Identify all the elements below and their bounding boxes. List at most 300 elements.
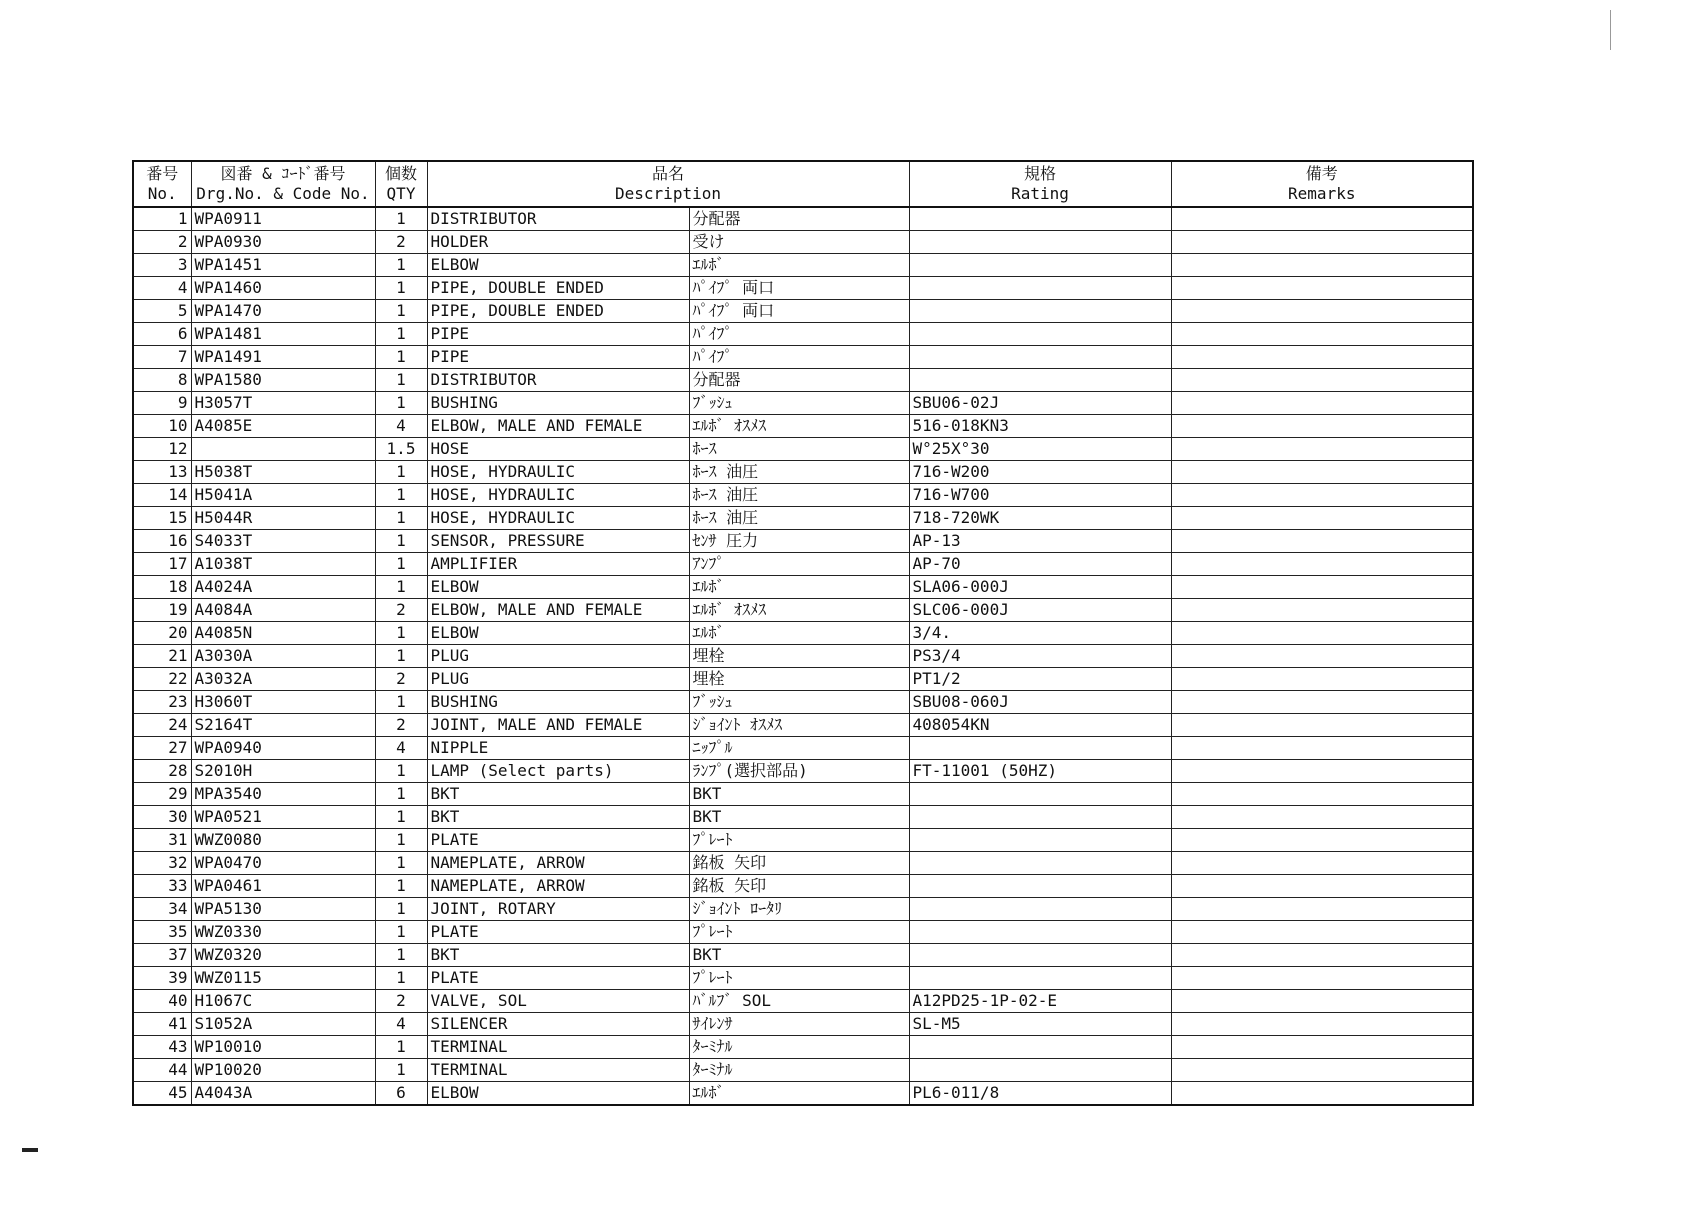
drawing-code-cell: H3057T bbox=[191, 392, 375, 415]
drawing-code-cell: A3032A bbox=[191, 668, 375, 691]
item-number-cell: 28 bbox=[133, 760, 191, 783]
item-number-cell: 20 bbox=[133, 622, 191, 645]
description-jp-cell: ﾌﾟﾚｰﾄ bbox=[689, 967, 909, 990]
quantity-cell: 2 bbox=[375, 599, 427, 622]
description-en-cell: PLATE bbox=[427, 829, 689, 852]
remarks-cell bbox=[1171, 277, 1473, 300]
item-number-cell: 45 bbox=[133, 1082, 191, 1106]
remarks-cell bbox=[1171, 438, 1473, 461]
rating-cell: SBU06-02J bbox=[909, 392, 1171, 415]
description-jp-cell: 埋栓 bbox=[689, 645, 909, 668]
drawing-code-cell: WP10010 bbox=[191, 1036, 375, 1059]
drawing-code-cell: H5038T bbox=[191, 461, 375, 484]
rating-cell: 516-018KN3 bbox=[909, 415, 1171, 438]
rating-cell: SL-M5 bbox=[909, 1013, 1171, 1036]
drawing-code-cell: WPA0521 bbox=[191, 806, 375, 829]
rating-cell: FT-11001 (50HZ) bbox=[909, 760, 1171, 783]
header-no: 番号 No. bbox=[133, 161, 191, 207]
drawing-code-cell: A3030A bbox=[191, 645, 375, 668]
quantity-cell: 6 bbox=[375, 1082, 427, 1106]
quantity-cell: 1 bbox=[375, 254, 427, 277]
rating-cell: SLC06-000J bbox=[909, 599, 1171, 622]
remarks-cell bbox=[1171, 852, 1473, 875]
item-number-cell: 12 bbox=[133, 438, 191, 461]
remarks-cell bbox=[1171, 484, 1473, 507]
rating-cell bbox=[909, 1036, 1171, 1059]
item-number-cell: 16 bbox=[133, 530, 191, 553]
quantity-cell: 4 bbox=[375, 1013, 427, 1036]
quantity-cell: 2 bbox=[375, 668, 427, 691]
description-en-cell: NAMEPLATE, ARROW bbox=[427, 875, 689, 898]
description-en-cell: ELBOW bbox=[427, 622, 689, 645]
remarks-cell bbox=[1171, 714, 1473, 737]
rating-cell bbox=[909, 898, 1171, 921]
rating-cell: PS3/4 bbox=[909, 645, 1171, 668]
description-en-cell: PLUG bbox=[427, 645, 689, 668]
remarks-cell bbox=[1171, 829, 1473, 852]
item-number-cell: 40 bbox=[133, 990, 191, 1013]
item-number-cell: 10 bbox=[133, 415, 191, 438]
parts-list-table bbox=[132, 160, 1474, 1106]
description-en-cell: AMPLIFIER bbox=[427, 553, 689, 576]
description-jp-cell: ｴﾙﾎﾞ bbox=[689, 576, 909, 599]
remarks-cell bbox=[1171, 668, 1473, 691]
description-jp-cell: ｴﾙﾎﾞ ｵｽﾒｽ bbox=[689, 599, 909, 622]
item-number-cell: 34 bbox=[133, 898, 191, 921]
item-number-cell: 2 bbox=[133, 231, 191, 254]
item-number-cell: 9 bbox=[133, 392, 191, 415]
remarks-cell bbox=[1171, 1036, 1473, 1059]
description-jp-cell: ﾊﾟｲﾌﾟ 両口 bbox=[689, 300, 909, 323]
table-row bbox=[133, 207, 1473, 231]
remarks-cell bbox=[1171, 507, 1473, 530]
description-jp-cell: ｴﾙﾎﾞ bbox=[689, 622, 909, 645]
description-en-cell: ELBOW bbox=[427, 1082, 689, 1106]
quantity-cell: 1 bbox=[375, 461, 427, 484]
table-row bbox=[133, 530, 1473, 553]
drawing-code-cell: WWZ0330 bbox=[191, 921, 375, 944]
rating-cell bbox=[909, 277, 1171, 300]
rating-cell bbox=[909, 852, 1171, 875]
item-number-cell: 39 bbox=[133, 967, 191, 990]
rating-cell bbox=[909, 737, 1171, 760]
description-en-cell: LAMP (Select parts) bbox=[427, 760, 689, 783]
remarks-cell bbox=[1171, 254, 1473, 277]
description-jp-cell: ﾀｰﾐﾅﾙ bbox=[689, 1036, 909, 1059]
description-en-cell: HOSE, HYDRAULIC bbox=[427, 461, 689, 484]
header-code: 図番 & ｺｰﾄﾞ番号 Drg.No. & Code No. bbox=[191, 161, 375, 207]
rating-cell bbox=[909, 829, 1171, 852]
remarks-cell bbox=[1171, 645, 1473, 668]
item-number-cell: 33 bbox=[133, 875, 191, 898]
item-number-cell: 7 bbox=[133, 346, 191, 369]
description-jp-cell: ｴﾙﾎﾞ bbox=[689, 1082, 909, 1106]
quantity-cell: 4 bbox=[375, 415, 427, 438]
item-number-cell: 15 bbox=[133, 507, 191, 530]
remarks-cell bbox=[1171, 898, 1473, 921]
description-jp-cell: ﾎｰｽ 油圧 bbox=[689, 484, 909, 507]
rating-cell: AP-70 bbox=[909, 553, 1171, 576]
description-en-cell: PLATE bbox=[427, 921, 689, 944]
rating-cell bbox=[909, 369, 1171, 392]
table-row bbox=[133, 484, 1473, 507]
quantity-cell: 1 bbox=[375, 829, 427, 852]
item-number-cell: 43 bbox=[133, 1036, 191, 1059]
item-number-cell: 1 bbox=[133, 207, 191, 231]
rating-cell bbox=[909, 806, 1171, 829]
remarks-cell bbox=[1171, 323, 1473, 346]
table-header-row bbox=[133, 161, 1473, 207]
drawing-code-cell: A4043A bbox=[191, 1082, 375, 1106]
drawing-code-cell: WPA0461 bbox=[191, 875, 375, 898]
description-en-cell: PIPE, DOUBLE ENDED bbox=[427, 277, 689, 300]
item-number-cell: 19 bbox=[133, 599, 191, 622]
remarks-cell bbox=[1171, 1013, 1473, 1036]
description-jp-cell: ﾌﾟﾚｰﾄ bbox=[689, 829, 909, 852]
description-jp-cell: 銘板 矢印 bbox=[689, 852, 909, 875]
quantity-cell: 1 bbox=[375, 645, 427, 668]
table-row bbox=[133, 277, 1473, 300]
description-en-cell: PIPE bbox=[427, 323, 689, 346]
item-number-cell: 37 bbox=[133, 944, 191, 967]
drawing-code-cell: H1067C bbox=[191, 990, 375, 1013]
remarks-cell bbox=[1171, 622, 1473, 645]
rating-cell: 716-W200 bbox=[909, 461, 1171, 484]
drawing-code-cell: WWZ0115 bbox=[191, 967, 375, 990]
drawing-code-cell: H5044R bbox=[191, 507, 375, 530]
item-number-cell: 5 bbox=[133, 300, 191, 323]
remarks-cell bbox=[1171, 576, 1473, 599]
table-row bbox=[133, 461, 1473, 484]
table-row bbox=[133, 852, 1473, 875]
table-row bbox=[133, 507, 1473, 530]
quantity-cell: 1 bbox=[375, 530, 427, 553]
quantity-cell: 1 bbox=[375, 967, 427, 990]
description-jp-cell: ｴﾙﾎﾞ bbox=[689, 254, 909, 277]
table-row bbox=[133, 875, 1473, 898]
quantity-cell: 1 bbox=[375, 921, 427, 944]
item-number-cell: 8 bbox=[133, 369, 191, 392]
table-row bbox=[133, 1013, 1473, 1036]
quantity-cell: 1 bbox=[375, 369, 427, 392]
quantity-cell: 1 bbox=[375, 852, 427, 875]
table-row bbox=[133, 990, 1473, 1013]
item-number-cell: 41 bbox=[133, 1013, 191, 1036]
drawing-code-cell: A4024A bbox=[191, 576, 375, 599]
remarks-cell bbox=[1171, 300, 1473, 323]
quantity-cell: 1 bbox=[375, 346, 427, 369]
drawing-code-cell: WPA0470 bbox=[191, 852, 375, 875]
description-jp-cell: ﾊﾟｲﾌﾟ 両口 bbox=[689, 277, 909, 300]
description-en-cell: PIPE, DOUBLE ENDED bbox=[427, 300, 689, 323]
description-en-cell: HOSE, HYDRAULIC bbox=[427, 507, 689, 530]
item-number-cell: 17 bbox=[133, 553, 191, 576]
quantity-cell: 1.5 bbox=[375, 438, 427, 461]
quantity-cell: 4 bbox=[375, 737, 427, 760]
description-en-cell: HOSE, HYDRAULIC bbox=[427, 484, 689, 507]
description-jp-cell: ﾎｰｽ 油圧 bbox=[689, 507, 909, 530]
description-jp-cell: BKT bbox=[689, 783, 909, 806]
rating-cell: PT1/2 bbox=[909, 668, 1171, 691]
quantity-cell: 1 bbox=[375, 898, 427, 921]
description-en-cell: SENSOR, PRESSURE bbox=[427, 530, 689, 553]
quantity-cell: 1 bbox=[375, 576, 427, 599]
rating-cell bbox=[909, 300, 1171, 323]
quantity-cell: 1 bbox=[375, 622, 427, 645]
description-en-cell: HOSE bbox=[427, 438, 689, 461]
description-jp-cell: ﾎｰｽ 油圧 bbox=[689, 461, 909, 484]
description-en-cell: PLUG bbox=[427, 668, 689, 691]
item-number-cell: 35 bbox=[133, 921, 191, 944]
item-number-cell: 13 bbox=[133, 461, 191, 484]
description-en-cell: ELBOW bbox=[427, 254, 689, 277]
item-number-cell: 32 bbox=[133, 852, 191, 875]
table-row bbox=[133, 714, 1473, 737]
rating-cell: 3/4. bbox=[909, 622, 1171, 645]
description-jp-cell: ﾊﾟｲﾌﾟ bbox=[689, 323, 909, 346]
rating-cell: 718-720WK bbox=[909, 507, 1171, 530]
description-jp-cell: ｱﾝﾌﾟ bbox=[689, 553, 909, 576]
description-en-cell: ELBOW, MALE AND FEMALE bbox=[427, 599, 689, 622]
description-jp-cell: ｾﾝｻ 圧力 bbox=[689, 530, 909, 553]
remarks-cell bbox=[1171, 461, 1473, 484]
table-row bbox=[133, 829, 1473, 852]
item-number-cell: 6 bbox=[133, 323, 191, 346]
description-jp-cell: 分配器 bbox=[689, 369, 909, 392]
table-row bbox=[133, 921, 1473, 944]
rating-cell: SLA06-000J bbox=[909, 576, 1171, 599]
description-jp-cell: ｴﾙﾎﾞ ｵｽﾒｽ bbox=[689, 415, 909, 438]
drawing-code-cell: WPA1470 bbox=[191, 300, 375, 323]
remarks-cell bbox=[1171, 806, 1473, 829]
table-row bbox=[133, 300, 1473, 323]
description-en-cell: DISTRIBUTOR bbox=[427, 369, 689, 392]
remarks-cell bbox=[1171, 760, 1473, 783]
quantity-cell: 1 bbox=[375, 507, 427, 530]
table-row bbox=[133, 737, 1473, 760]
description-en-cell: SILENCER bbox=[427, 1013, 689, 1036]
table-row bbox=[133, 415, 1473, 438]
rating-cell bbox=[909, 346, 1171, 369]
table-row bbox=[133, 323, 1473, 346]
table-row bbox=[133, 392, 1473, 415]
item-number-cell: 31 bbox=[133, 829, 191, 852]
description-en-cell: NIPPLE bbox=[427, 737, 689, 760]
description-jp-cell: ｼﾞｮｲﾝﾄ ｵｽﾒｽ bbox=[689, 714, 909, 737]
table-row bbox=[133, 1036, 1473, 1059]
remarks-cell bbox=[1171, 967, 1473, 990]
drawing-code-cell: WPA1491 bbox=[191, 346, 375, 369]
remarks-cell bbox=[1171, 415, 1473, 438]
rating-cell bbox=[909, 944, 1171, 967]
rating-cell: AP-13 bbox=[909, 530, 1171, 553]
quantity-cell: 1 bbox=[375, 300, 427, 323]
quantity-cell: 1 bbox=[375, 783, 427, 806]
remarks-cell bbox=[1171, 553, 1473, 576]
description-en-cell: JOINT, ROTARY bbox=[427, 898, 689, 921]
quantity-cell: 1 bbox=[375, 760, 427, 783]
rating-cell bbox=[909, 207, 1171, 231]
table-row bbox=[133, 806, 1473, 829]
description-en-cell: HOLDER bbox=[427, 231, 689, 254]
table-row bbox=[133, 760, 1473, 783]
rating-cell bbox=[909, 875, 1171, 898]
description-en-cell: BKT bbox=[427, 944, 689, 967]
drawing-code-cell: WPA0930 bbox=[191, 231, 375, 254]
table-row bbox=[133, 668, 1473, 691]
table-row bbox=[133, 944, 1473, 967]
drawing-code-cell: WWZ0320 bbox=[191, 944, 375, 967]
remarks-cell bbox=[1171, 783, 1473, 806]
quantity-cell: 2 bbox=[375, 231, 427, 254]
item-number-cell: 21 bbox=[133, 645, 191, 668]
item-number-cell: 44 bbox=[133, 1059, 191, 1082]
quantity-cell: 1 bbox=[375, 1059, 427, 1082]
quantity-cell: 1 bbox=[375, 392, 427, 415]
description-jp-cell: ﾌﾞｯｼｭ bbox=[689, 691, 909, 714]
quantity-cell: 2 bbox=[375, 714, 427, 737]
remarks-cell bbox=[1171, 875, 1473, 898]
drawing-code-cell: H5041A bbox=[191, 484, 375, 507]
quantity-cell: 1 bbox=[375, 323, 427, 346]
drawing-code-cell: WPA0940 bbox=[191, 737, 375, 760]
drawing-code-cell: A4085E bbox=[191, 415, 375, 438]
description-jp-cell: BKT bbox=[689, 944, 909, 967]
item-number-cell: 3 bbox=[133, 254, 191, 277]
remarks-cell bbox=[1171, 392, 1473, 415]
rating-cell bbox=[909, 323, 1171, 346]
table-row bbox=[133, 369, 1473, 392]
remarks-cell bbox=[1171, 944, 1473, 967]
rating-cell bbox=[909, 231, 1171, 254]
description-jp-cell: ﾊﾟｲﾌﾟ bbox=[689, 346, 909, 369]
description-en-cell: PLATE bbox=[427, 967, 689, 990]
rating-cell bbox=[909, 254, 1171, 277]
description-jp-cell: ｼﾞｮｲﾝﾄ ﾛｰﾀﾘ bbox=[689, 898, 909, 921]
description-en-cell: NAMEPLATE, ARROW bbox=[427, 852, 689, 875]
description-jp-cell: ﾎｰｽ bbox=[689, 438, 909, 461]
table-row bbox=[133, 599, 1473, 622]
remarks-cell bbox=[1171, 599, 1473, 622]
scan-speck-left bbox=[22, 1148, 38, 1152]
description-en-cell: BUSHING bbox=[427, 392, 689, 415]
quantity-cell: 1 bbox=[375, 691, 427, 714]
table-row bbox=[133, 438, 1473, 461]
table-row bbox=[133, 576, 1473, 599]
item-number-cell: 22 bbox=[133, 668, 191, 691]
description-jp-cell: 受け bbox=[689, 231, 909, 254]
description-jp-cell: ｻｲﾚﾝｻ bbox=[689, 1013, 909, 1036]
drawing-code-cell: S2164T bbox=[191, 714, 375, 737]
drawing-code-cell: WPA1580 bbox=[191, 369, 375, 392]
quantity-cell: 1 bbox=[375, 806, 427, 829]
description-en-cell: ELBOW, MALE AND FEMALE bbox=[427, 415, 689, 438]
quantity-cell: 1 bbox=[375, 484, 427, 507]
remarks-cell bbox=[1171, 207, 1473, 231]
table-row bbox=[133, 231, 1473, 254]
description-jp-cell: 分配器 bbox=[689, 207, 909, 231]
item-number-cell: 14 bbox=[133, 484, 191, 507]
header-remarks: 備考 Remarks bbox=[1171, 161, 1473, 207]
quantity-cell: 1 bbox=[375, 207, 427, 231]
drawing-code-cell: WPA1451 bbox=[191, 254, 375, 277]
description-en-cell: DISTRIBUTOR bbox=[427, 207, 689, 231]
remarks-cell bbox=[1171, 737, 1473, 760]
rating-cell: SBU08-060J bbox=[909, 691, 1171, 714]
description-jp-cell: BKT bbox=[689, 806, 909, 829]
description-jp-cell: ﾆｯﾌﾟﾙ bbox=[689, 737, 909, 760]
rating-cell: PL6-011/8 bbox=[909, 1082, 1171, 1106]
remarks-cell bbox=[1171, 1082, 1473, 1106]
description-en-cell: VALVE, SOL bbox=[427, 990, 689, 1013]
description-en-cell: PIPE bbox=[427, 346, 689, 369]
item-number-cell: 30 bbox=[133, 806, 191, 829]
header-qty: 個数 QTY bbox=[375, 161, 427, 207]
table-row bbox=[133, 346, 1473, 369]
header-rating: 規格 Rating bbox=[909, 161, 1171, 207]
drawing-code-cell: WP10020 bbox=[191, 1059, 375, 1082]
description-jp-cell: 銘板 矢印 bbox=[689, 875, 909, 898]
table-row bbox=[133, 691, 1473, 714]
item-number-cell: 23 bbox=[133, 691, 191, 714]
description-jp-cell: ﾗﾝﾌﾟ(選択部品) bbox=[689, 760, 909, 783]
rating-cell bbox=[909, 967, 1171, 990]
quantity-cell: 1 bbox=[375, 1036, 427, 1059]
quantity-cell: 1 bbox=[375, 944, 427, 967]
remarks-cell bbox=[1171, 231, 1473, 254]
item-number-cell: 27 bbox=[133, 737, 191, 760]
drawing-code-cell: WPA1481 bbox=[191, 323, 375, 346]
table-row bbox=[133, 622, 1473, 645]
table-row bbox=[133, 898, 1473, 921]
quantity-cell: 2 bbox=[375, 990, 427, 1013]
drawing-code-cell: A4084A bbox=[191, 599, 375, 622]
rating-cell: A12PD25-1P-02-E bbox=[909, 990, 1171, 1013]
scan-mark-top-right bbox=[1610, 10, 1611, 50]
drawing-code-cell: S1052A bbox=[191, 1013, 375, 1036]
description-en-cell: TERMINAL bbox=[427, 1036, 689, 1059]
quantity-cell: 1 bbox=[375, 553, 427, 576]
drawing-code-cell: WPA1460 bbox=[191, 277, 375, 300]
table-row bbox=[133, 254, 1473, 277]
table-row bbox=[133, 1082, 1473, 1106]
rating-cell bbox=[909, 921, 1171, 944]
remarks-cell bbox=[1171, 530, 1473, 553]
description-jp-cell: ﾌﾟﾚｰﾄ bbox=[689, 921, 909, 944]
description-jp-cell: ﾊﾞﾙﾌﾞ SOL bbox=[689, 990, 909, 1013]
remarks-cell bbox=[1171, 990, 1473, 1013]
table-row bbox=[133, 645, 1473, 668]
description-en-cell: BUSHING bbox=[427, 691, 689, 714]
drawing-code-cell: A1038T bbox=[191, 553, 375, 576]
remarks-cell bbox=[1171, 691, 1473, 714]
rating-cell bbox=[909, 1059, 1171, 1082]
table-row bbox=[133, 967, 1473, 990]
drawing-code-cell: H3060T bbox=[191, 691, 375, 714]
drawing-code-cell bbox=[191, 438, 375, 461]
item-number-cell: 29 bbox=[133, 783, 191, 806]
table-row bbox=[133, 1059, 1473, 1082]
parts-list-sheet bbox=[132, 160, 1472, 1106]
drawing-code-cell: S2010H bbox=[191, 760, 375, 783]
description-en-cell: JOINT, MALE AND FEMALE bbox=[427, 714, 689, 737]
rating-cell: 716-W700 bbox=[909, 484, 1171, 507]
rating-cell: W°25X°30 bbox=[909, 438, 1171, 461]
remarks-cell bbox=[1171, 369, 1473, 392]
description-en-cell: BKT bbox=[427, 806, 689, 829]
rating-cell: 408054KN bbox=[909, 714, 1171, 737]
remarks-cell bbox=[1171, 1059, 1473, 1082]
